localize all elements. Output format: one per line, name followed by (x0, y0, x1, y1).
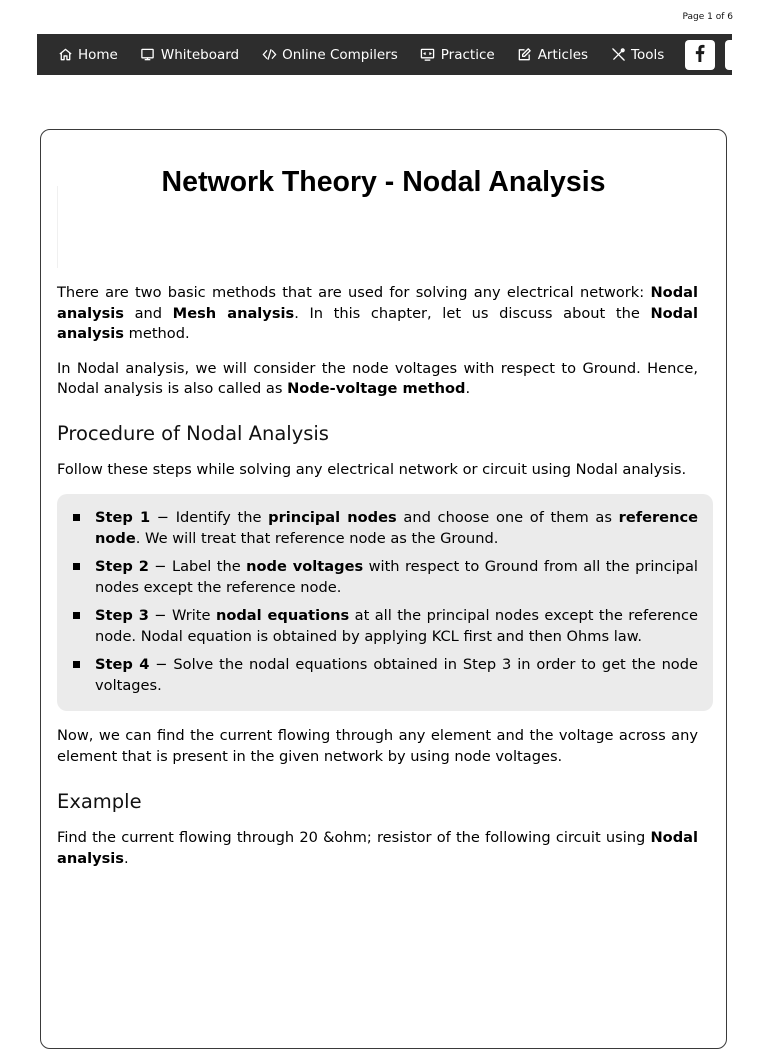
text-span: In Nodal analysis, we will consider the node voltages with respect to Ground. Hence, Nodal analysis is also called as (57, 359, 698, 397)
nav-home-label: Home (78, 46, 118, 63)
step-item (73, 557, 698, 598)
practice-icon (420, 47, 436, 63)
text-span: method. (123, 325, 190, 342)
text-span: − Write (148, 607, 216, 624)
top-navbar (37, 34, 732, 75)
nav-tools-label: Tools (631, 46, 665, 63)
nav-whiteboard[interactable] (140, 47, 239, 63)
page-indicator: Page 1 of 6 (682, 12, 733, 22)
nav-tools[interactable] (610, 47, 664, 63)
intro-paragraph (57, 283, 698, 345)
nav-online-compilers[interactable] (261, 47, 398, 63)
bold-term: nodal equations (215, 607, 350, 624)
text-span: . (123, 849, 129, 867)
ad-placeholder (57, 186, 728, 268)
text-span: − Solve the nodal equations obtained in Step 3 in order to get the node voltages. (95, 656, 698, 694)
step-item (73, 508, 698, 549)
step-label: Step 2 (95, 558, 149, 575)
nav-articles-label: Articles (537, 46, 589, 63)
step-label: Step 4 (95, 656, 150, 673)
facebook-icon (691, 44, 709, 66)
nav-practice[interactable] (420, 47, 495, 63)
page-title: Network Theory - Nodal Analysis (161, 166, 606, 199)
step-item (73, 606, 698, 647)
example-heading: Example (57, 790, 142, 813)
bold-term: Nodal analysis (57, 284, 698, 322)
text-span: There are two basic methods that are used for solving any electrical network: (57, 284, 651, 301)
whiteboard-icon (140, 47, 156, 63)
bold-term: node voltages (246, 558, 364, 575)
example-paragraph (57, 828, 698, 869)
bold-term: Nodal analysis (57, 304, 698, 342)
steps-list (57, 494, 713, 711)
bold-term: reference node (95, 509, 699, 547)
bold-term: Mesh analysis (172, 304, 295, 322)
tools-icon (610, 47, 626, 63)
code-icon (261, 47, 277, 63)
text-span: and choose one of them as (396, 509, 619, 526)
step-label: Step 3 (95, 607, 149, 624)
text-span: at all the principal nodes except the reference node. Nodal equation is obtained by applying KCL first and then Ohms law. (95, 607, 698, 645)
text-span: . In this chapter, let us discuss about the (294, 304, 651, 322)
bold-term: principal nodes (268, 509, 397, 526)
after-steps-paragraph: Now, we can find the current flowing through any element and the voltage across any element that is present in the given network by using node voltages. (57, 727, 698, 765)
step-item (73, 655, 698, 696)
text-span: with respect to Ground from all the principal nodes except the reference node. (95, 558, 698, 596)
procedure-intro: Follow these steps while solving any electrical network or circuit using Nodal analysis. (57, 460, 687, 478)
edit-icon (517, 47, 533, 63)
facebook-button[interactable] (685, 40, 715, 70)
node-voltage-paragraph (57, 359, 698, 400)
procedure-heading: Procedure of Nodal Analysis (57, 421, 329, 445)
step-label: Step 1 (95, 509, 151, 526)
nav-online-compilers-label: Online Compilers (282, 46, 398, 63)
text-span: and (123, 304, 173, 322)
nav-whiteboard-label: Whiteboard (160, 46, 240, 63)
bold-term: Node-voltage method (287, 380, 466, 397)
nav-articles[interactable] (517, 47, 588, 63)
article-content (57, 283, 698, 869)
home-icon (57, 47, 73, 63)
text-span: . We will treat that reference node as the Ground. (135, 529, 499, 547)
nav-home[interactable] (57, 47, 118, 63)
text-span: − Identify the (150, 509, 269, 526)
social-button-partial[interactable] (725, 40, 732, 70)
text-span: − Label the (148, 558, 247, 575)
text-span: Find the current flowing through 20 &ohm; resistor of the following circuit using (57, 829, 651, 846)
text-span: . (465, 380, 471, 397)
bold-term: Nodal analysis (57, 829, 698, 867)
nav-practice-label: Practice (440, 46, 495, 63)
